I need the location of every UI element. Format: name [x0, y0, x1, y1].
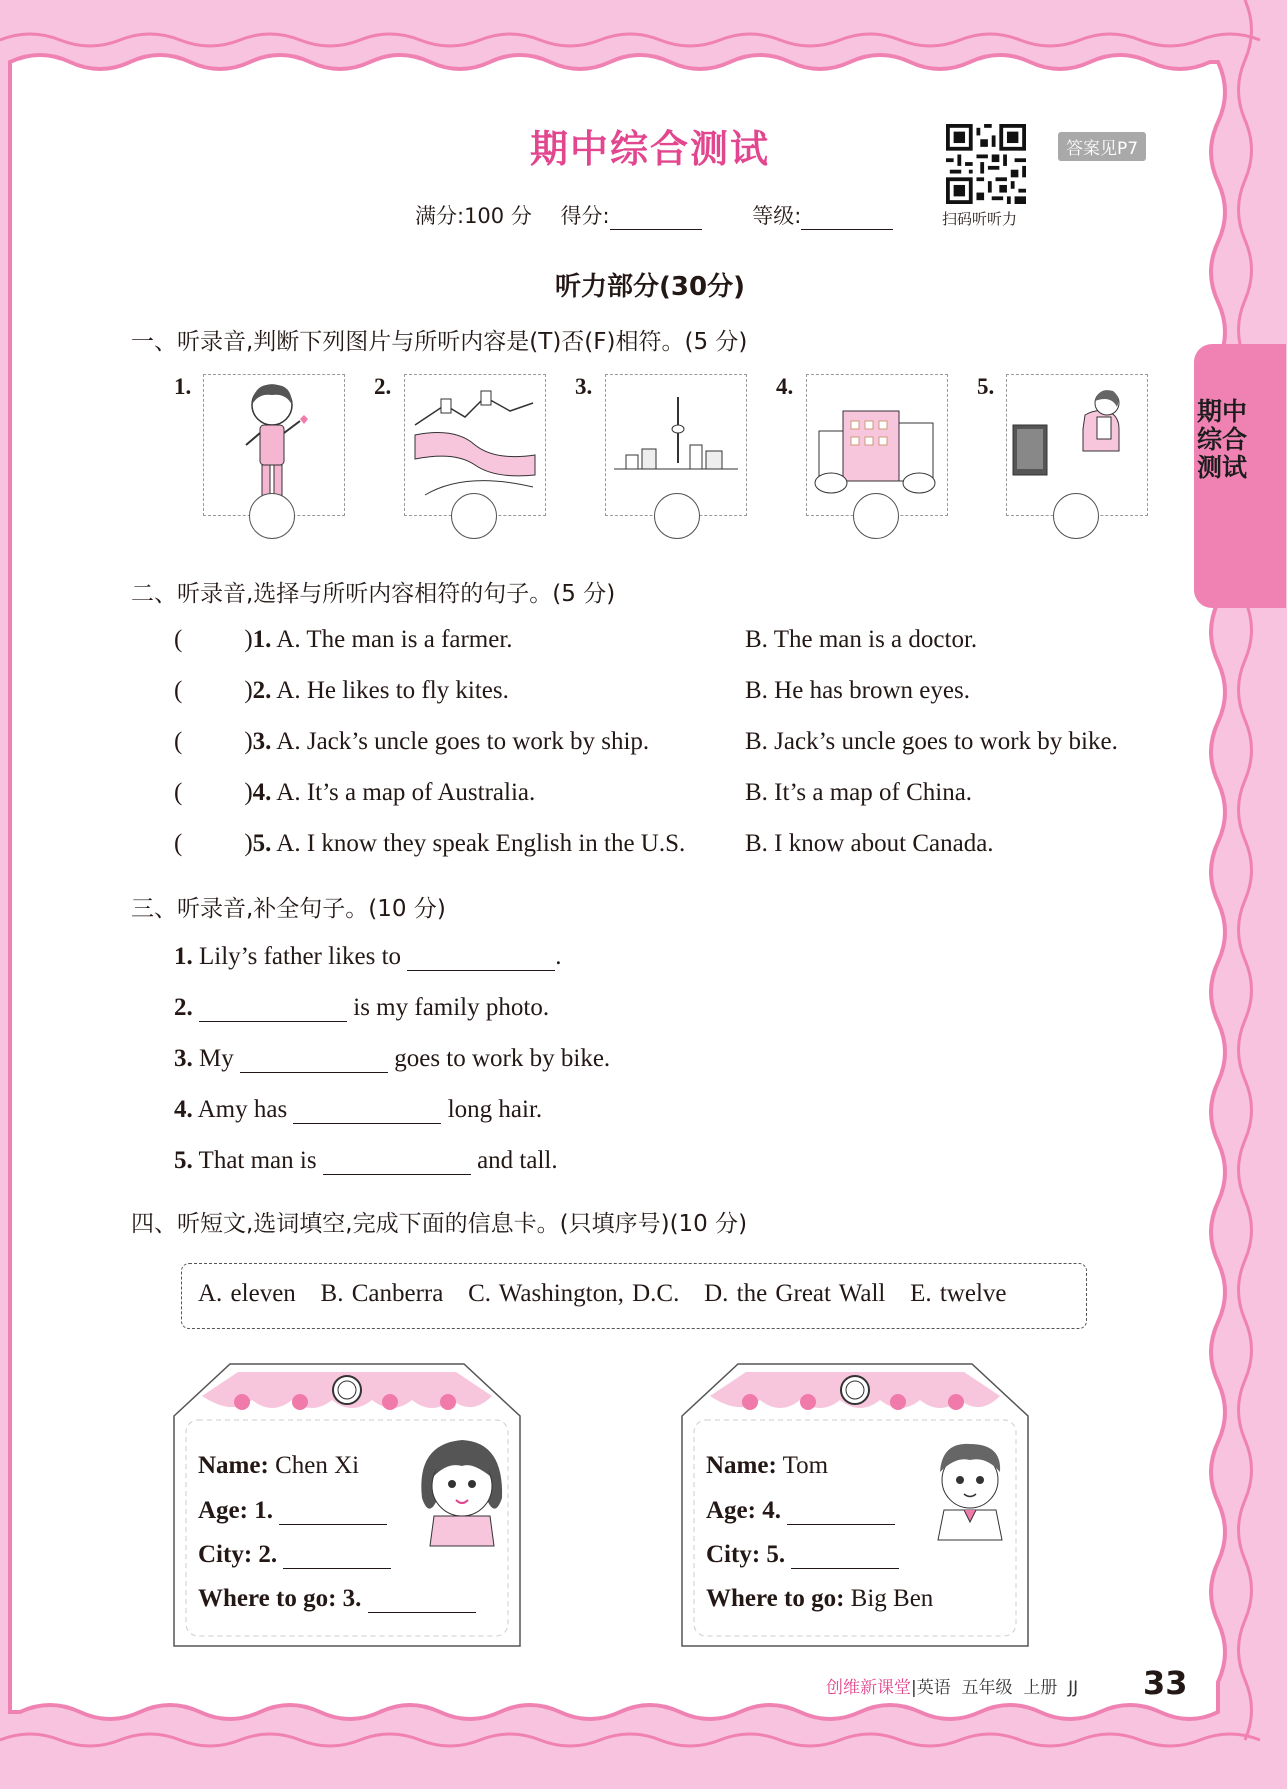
page-title: 期中综合测试: [529, 127, 770, 171]
part2-heading: 二、听录音,选择与所听内容相符的句子。(5 分): [131, 581, 616, 607]
part4-heading: 四、听短文,选词填空,完成下面的信息卡。(只填序号)(10 分): [131, 1211, 748, 1237]
answer-circle[interactable]: [853, 493, 899, 539]
card2-name: Name: Tom: [706, 1452, 829, 1479]
choice-row: ( )1. A. The man is a farmer.: [174, 626, 513, 653]
qr-label: 扫码听听力: [942, 210, 1018, 228]
full-score: 满分:100 分: [415, 204, 532, 228]
picture-number: 5.: [977, 374, 995, 399]
choice-row: ( )3. A. Jack’s uncle goes to work by ship.: [174, 728, 650, 755]
card1-name: Name: Chen Xi: [198, 1452, 360, 1479]
choice-row: ( )2. A. He likes to fly kites.: [174, 677, 509, 704]
card2-age: Age: 4.: [706, 1497, 895, 1525]
option-b: B. I know about Canada.: [745, 830, 994, 857]
listening-section-title: 听力部分(30分): [555, 272, 745, 302]
side-tab-label: 期中综合测试: [1196, 397, 1247, 482]
qr-code-icon[interactable]: [946, 124, 1026, 204]
choice-row: ( )4. A. It’s a map of Australia.: [174, 779, 536, 806]
answer-blank[interactable]: [323, 1150, 471, 1175]
answer-badge: 答案见P7: [1058, 132, 1146, 161]
option-a: A. He likes to fly kites.: [276, 677, 509, 704]
answer-blank[interactable]: [279, 1500, 387, 1525]
answer-circle[interactable]: [451, 493, 497, 539]
answer-blank[interactable]: [199, 997, 347, 1022]
answer-blank[interactable]: [240, 1048, 388, 1073]
fill-row: 5. That man is and tall.: [174, 1147, 558, 1174]
option-a: A. It’s a map of Australia.: [276, 779, 536, 806]
page-number: 33: [1143, 1664, 1188, 1702]
picture-number: 2.: [374, 374, 392, 399]
answer-blank[interactable]: [787, 1500, 895, 1525]
answer-circle[interactable]: [1053, 493, 1099, 539]
choice-row: ( )5. A. I know they speak English in the U.S.: [174, 830, 686, 857]
score-field: 得分:: [561, 204, 724, 228]
option-a: A. Jack’s uncle goes to work by ship.: [276, 728, 650, 755]
option-a: A. I know they speak English in the U.S.: [276, 830, 686, 857]
picture-number: 4.: [776, 374, 794, 399]
option-a: A. The man is a farmer.: [276, 626, 513, 653]
score-line: [415, 200, 937, 230]
option-b: B. The man is a doctor.: [745, 626, 978, 653]
card1-age: Age: 1.: [198, 1497, 387, 1525]
card1-city: City: 2.: [198, 1541, 391, 1569]
grade-field: 等级:: [752, 204, 915, 228]
answer-blank[interactable]: [283, 1544, 391, 1569]
option-b: B. It’s a map of China.: [745, 779, 973, 806]
answer-blank[interactable]: [368, 1588, 476, 1613]
fill-row: 2. is my family photo.: [174, 994, 550, 1021]
picture-number: 3.: [575, 374, 593, 399]
answer-blank[interactable]: [791, 1544, 899, 1569]
part3-heading: 三、听录音,补全句子。(10 分): [131, 896, 446, 922]
word-bank: A. eleven B. Canberra C. Washington, D.C. D. the Great Wall E. twelve: [198, 1280, 1007, 1307]
fill-row: 4. Amy has long hair.: [174, 1096, 543, 1123]
boy-avatar: [938, 1444, 1002, 1540]
card1-where: Where to go: 3.: [198, 1585, 476, 1613]
option-b: B. Jack’s uncle goes to work by bike.: [745, 728, 1118, 755]
picture-number: 1.: [174, 374, 192, 399]
answer-blank[interactable]: [407, 946, 555, 971]
card2-city: City: 5.: [706, 1541, 899, 1569]
answer-circle[interactable]: [654, 493, 700, 539]
card2-where: Where to go: Big Ben: [706, 1585, 934, 1612]
fill-row: 3. My goes to work by bike.: [174, 1045, 611, 1072]
girl-avatar: [421, 1440, 502, 1546]
fill-row: 1. Lily’s father likes to .: [174, 943, 562, 970]
part1-heading: 一、听录音,判断下列图片与所听内容是(T)否(F)相符。(5 分): [131, 329, 748, 355]
option-b: B. He has brown eyes.: [745, 677, 970, 704]
answer-blank[interactable]: [293, 1099, 441, 1124]
answer-circle[interactable]: [249, 493, 295, 539]
footer-info: 创维新课堂|英语 五年级 上册 JJ: [826, 1678, 1079, 1698]
